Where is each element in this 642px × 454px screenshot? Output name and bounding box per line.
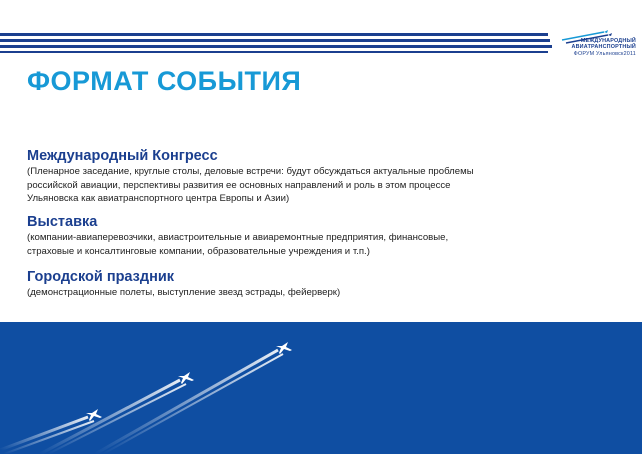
section-title: Выставка — [27, 214, 98, 230]
section-description-line: Ульяновска как авиатранспортного центра Европы и Азии) — [27, 193, 290, 204]
jet-icon — [178, 372, 194, 384]
header-stripes — [0, 33, 560, 61]
jet-icon — [276, 342, 292, 354]
section-city-festival — [27, 269, 587, 300]
jet-trails-illustration — [0, 322, 642, 454]
section-exhibition — [27, 214, 587, 258]
section-title: Городской праздник — [27, 269, 175, 285]
section-congress — [27, 148, 587, 206]
forum-logo — [548, 28, 638, 64]
logo-line-1: МЕЖДУНАРОДНЫЙ — [580, 38, 636, 44]
logo-line-3: ФОРУМ Ульяновск2011 — [573, 50, 636, 57]
section-description-line: российской авиации, перспективы развития ее основных направлений и роль в этом процессе — [27, 179, 451, 191]
jet-icon — [86, 409, 102, 421]
section-description-line: (демонстрационные полеты, выступление звезд эстрады, фейерверк) — [27, 287, 341, 298]
section-description-line: (Пленарное заседание, круглые столы, деловые встречи: будут обсуждаться актуальные проблемы — [27, 166, 474, 177]
page-title: ФОРМАТ СОБЫТИЯ — [27, 66, 302, 96]
section-title: Международный Конгресс — [27, 148, 218, 164]
logo-line-2: АВИАТРАНСПОРТНЫЙ — [571, 44, 636, 51]
section-description-line: (компании-авиаперевозчики, авиастроительные и авиаремонтные предприятия, финансовые, — [27, 232, 449, 243]
section-description-line: страховые и консалтинговые компании, образовательные учреждения и т.п.) — [27, 245, 370, 257]
airshow-banner — [0, 322, 642, 454]
